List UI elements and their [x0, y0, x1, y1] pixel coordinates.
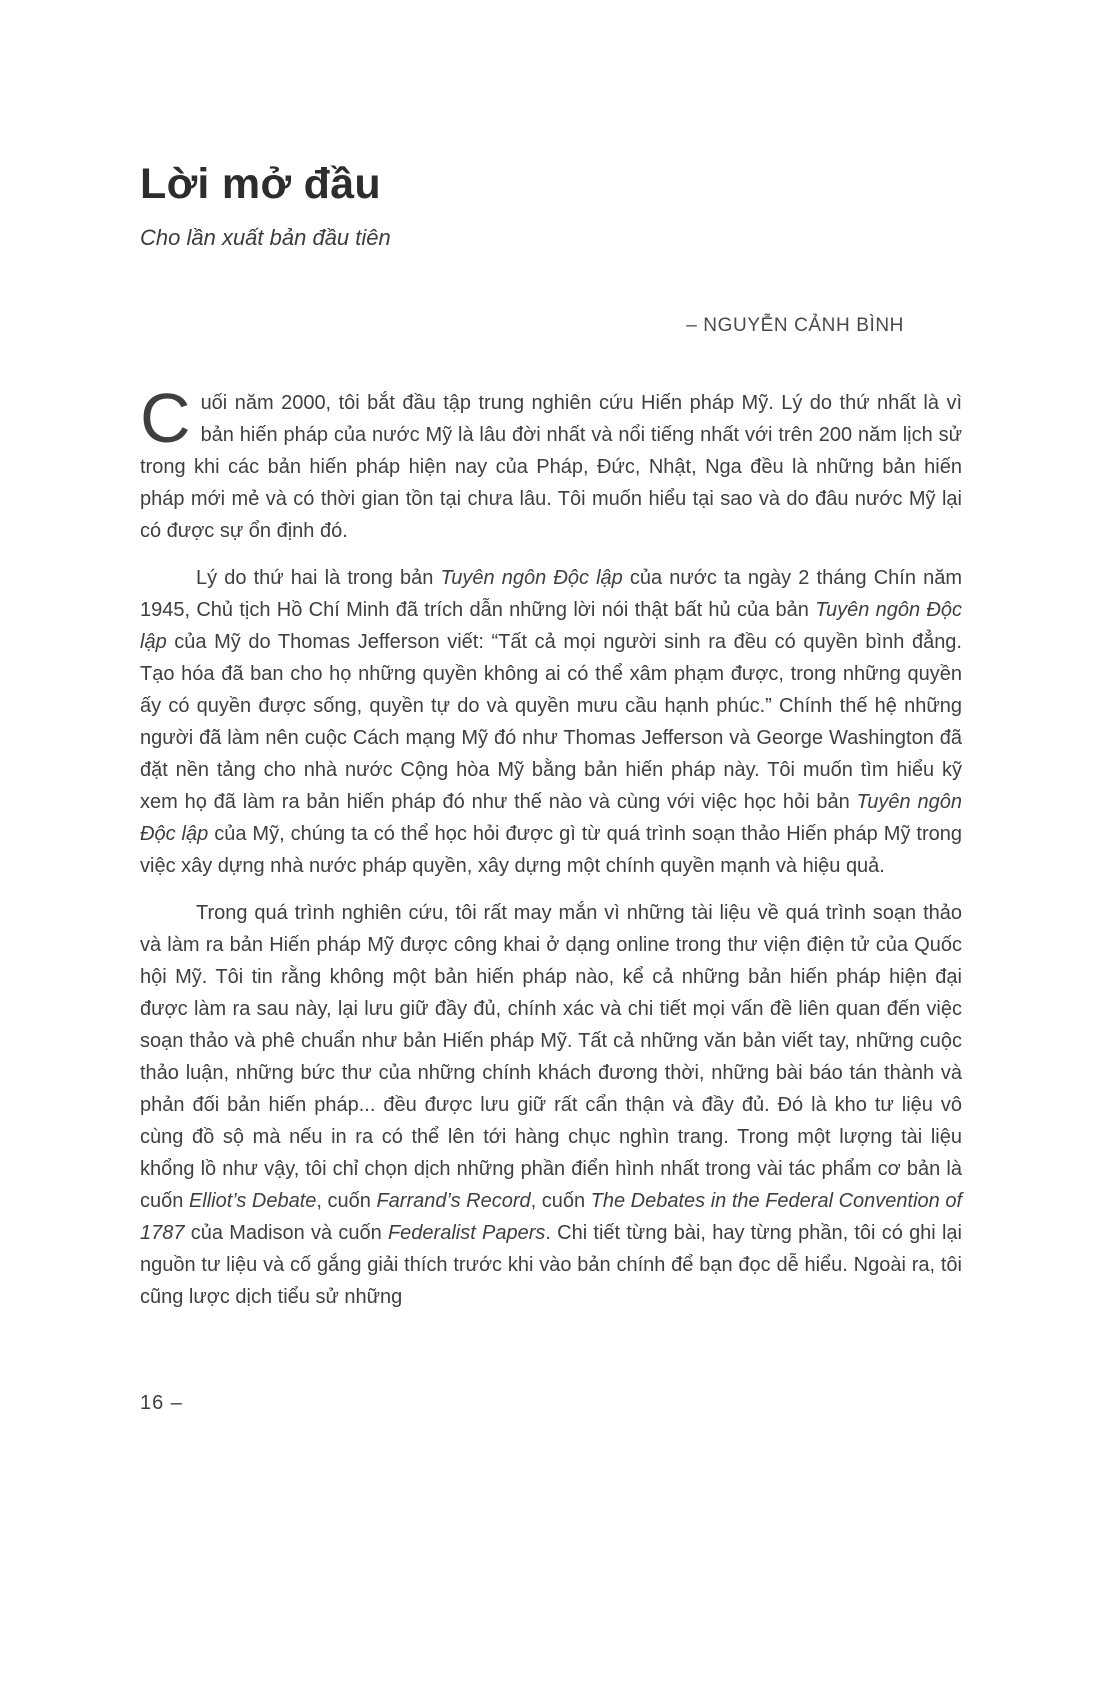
italic-text-segment: Farrand’s Record: [376, 1190, 531, 1212]
text-segment: , cuốn: [530, 1190, 591, 1212]
page-number: 16 –: [140, 1392, 183, 1414]
author-line: – NGUYỄN CẢNH BÌNH: [686, 315, 904, 336]
italic-text-segment: The Debates in the Federal Convention of 1787: [140, 1190, 962, 1244]
body-text: [140, 379, 963, 1313]
drop-cap: C: [140, 379, 191, 457]
paragraph-1: [140, 379, 962, 547]
italic-text-segment: Elliot’s Debate: [188, 1190, 317, 1212]
text-segment: của Madison và cuốn: [184, 1222, 388, 1244]
page-title: Lời mở đầu: [140, 160, 381, 208]
italic-text-segment: Federalist Papers: [387, 1222, 546, 1244]
text-segment: Trong quá trình nghiên cứu, tôi rất may mắn vì những tài liệu về quá trình soạn thảo và làm ra bản Hiến pháp Mỹ được công khai ở dạng online trong thư viện điện tử của Quốc hội Mỹ. Tôi tin rằng không một bản hiến pháp nào, kể cả những bản hiến pháp hiện đại được làm ra sau này, lại lưu giữ đầy đủ, chính xác và chi tiết mọi vấn đề liên quan đến việc soạn thảo và phê chuẩn như bản Hiến pháp Mỹ. Tất cả những văn bản viết tay, những cuộc thảo luận, những bức thư của những chính khách đương thời, những bài báo tán thành và phản đối bản hiến pháp... đều được lưu giữ rất cẩn thận và đầy đủ. Đó là kho tư liệu vô cùng đồ sộ mà nếu in ra có thể lên tới hàng chục nghìn trang. Trong một lượng tài liệu khổng lồ như vậy, tôi chỉ chọn dịch những phần điển hình nhất trong vài tác phẩm cơ bản là cuốn: [140, 902, 962, 1212]
text-segment: . Chi tiết từng bài, hay từng phần, tôi có ghi lại nguồn tư liệu và cố gắng giải thích trước khi vào bản chính để bạn đọc dễ hiểu. Ngoài ra, tôi cũng lược dịch tiểu sử những: [140, 1222, 962, 1308]
paragraph-2: [140, 562, 962, 882]
paragraph-3: [140, 897, 962, 1313]
page-content: [140, 0, 962, 1328]
text-segment: của Mỹ do Thomas Jefferson viết: “Tất cả mọi người sinh ra đều có quyền bình đẳng. Tạo hóa đã ban cho họ những quyền không ai có thể xâm phạm được, trong những quyền ấy có quyền được sống, quyền tự do và quyền mưu cầu hạnh phúc.” Chính thế hệ những người đã làm nên cuộc Cách mạng Mỹ đó như Thomas Jefferson và George Washington đã đặt nền tảng cho nhà nước Cộng hòa Mỹ bằng bản hiến pháp này. Tôi muốn tìm hiểu kỹ xem họ đã làm ra bản hiến pháp đó như thế nào và cùng với việc học hỏi bản: [140, 631, 962, 813]
italic-text-segment: Tuyên ngôn Độc lập: [140, 791, 962, 845]
text-segment: Lý do thứ hai là trong bản: [196, 567, 441, 589]
italic-text-segment: Tuyên ngôn Độc lập: [440, 567, 623, 589]
text-segment: của Mỹ, chúng ta có thể học hỏi được gì từ quá trình soạn thảo Hiến pháp Mỹ trong việc xây dựng nhà nước pháp quyền, xây dựng một chính quyền mạnh và hiệu quả.: [140, 823, 962, 877]
italic-text-segment: Tuyên ngôn Độc lập: [140, 599, 962, 653]
text-segment: của nước ta ngày 2 tháng Chín năm 1945, Chủ tịch Hồ Chí Minh đã trích dẫn những lời nói thật bất hủ của bản: [140, 567, 963, 621]
text-segment: uối năm 2000, tôi bắt đầu tập trung nghiên cứu Hiến pháp Mỹ. Lý do thứ nhất là vì bản hiến pháp của nước Mỹ là lâu đời nhất và nổi tiếng nhất với trên 200 năm lịch sử trong khi các bản hiến pháp hiện nay của Pháp, Đức, Nhật, Nga đều là những bản hiến pháp mới mẻ và có thời gian tồn tại chưa lâu. Tôi muốn hiểu tại sao và do đâu nước Mỹ lại có được sự ổn định đó.: [140, 392, 962, 542]
paragraph-1-text: [140, 392, 962, 542]
text-segment: , cuốn: [316, 1190, 377, 1212]
page-subtitle: Cho lần xuất bản đầu tiên: [140, 225, 391, 250]
